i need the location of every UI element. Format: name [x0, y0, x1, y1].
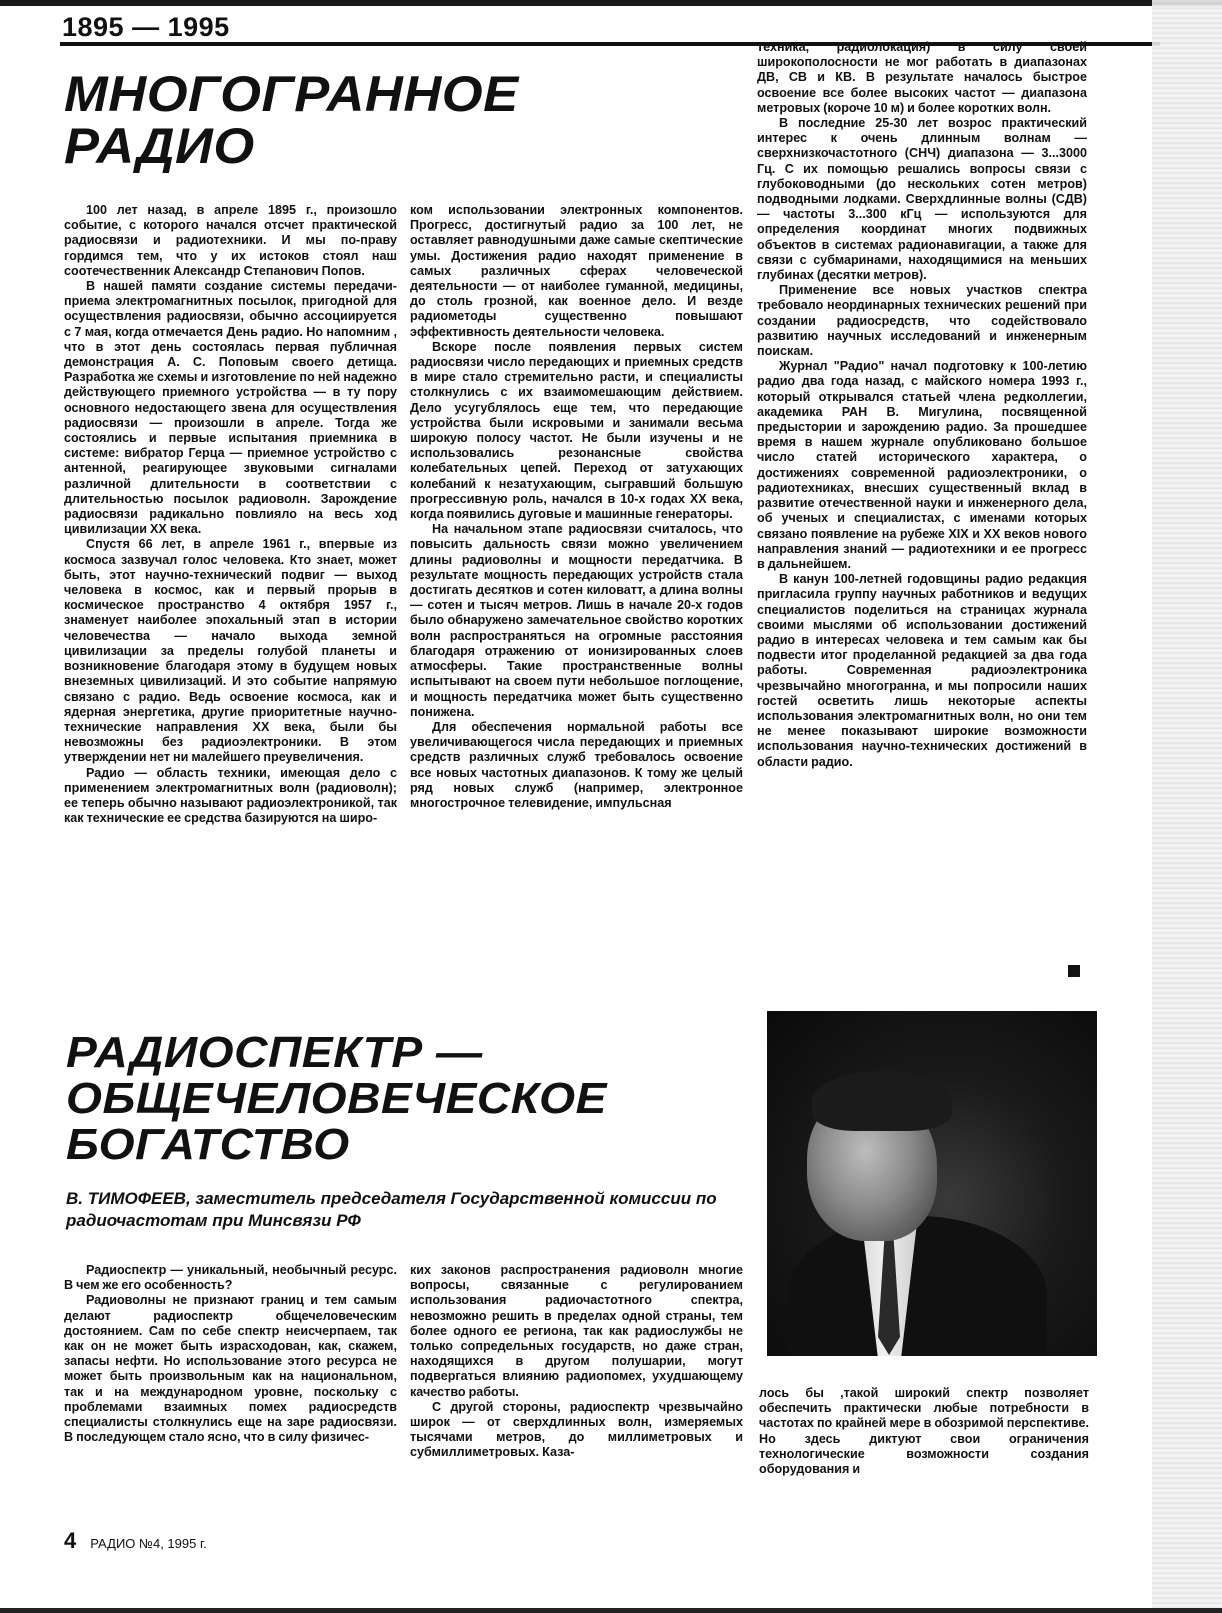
paragraph: Вскоре после появления первых систем радиосвязи число передающих и приемных средств в мире стало стремительно расти, и специалисты столкнулись с их взаимомешающим действием. Дело усугублялось еще тем, что передающие устройства были искровыми и занимали весьма широкую полосу частот. Не были изучены и не использовались резонансные свойства колебательных цепей. Переход от затухающих колебаний к незатухающим, сыгравший большую прогрессивную роль, начался в 10-х годах XX века, когда появились дуговые и машинные генераторы. — [410, 339, 743, 522]
paragraph: ких законов распространения радиоволн многие вопросы, связанные с регулированием использования радиочастотного спектра, невозможно решить в пределах одной страны, тем более одного ее региона, так как радиослужбы не только сопредельных государств, но даже стран, находящихся в другом полушарии, могут подвергаться влиянию радиопомех, ухудшающему качество работы. — [410, 1263, 743, 1399]
author-name: В. ТИМОФЕЕВ, — [66, 1189, 191, 1208]
photo-hair — [812, 1071, 952, 1131]
headline-line: РАДИО — [64, 118, 255, 174]
article1-column-3 — [757, 40, 1087, 770]
paragraph: техника, радиолокация) в силу своей широкополосности не мог работать в диапазонах ДВ, СВ и КВ. В результате началось быстрое освоение все более высоких частот — диапазона метровых (короче 10 м) и более коротких волн. — [757, 40, 1087, 115]
headline-line: ОБЩЕЧЕЛОВЕЧЕСКОЕ — [66, 1074, 607, 1123]
page-bottom-border — [0, 1608, 1222, 1613]
paragraph: Радио — область техники, имеющая дело с применением электромагнитных волн (радиоволн); ее теперь обычно называют радиоэлектроникой, так как технические ее средства базируются на широ- — [64, 765, 397, 826]
paragraph: Радиоволны не признают границ и тем самым делают радиоспектр общечеловеческим достоянием. Сам по себе спектр неисчерпаем, так как он не может быть израсходован, как, скажем, запасы нефти. Но использование этого ресурса не может быть произвольным как на национальном, так и на международном уровне, поскольку с проблемами взаимных помех радиосредств специалисты столкнулись еще на заре радиосвязи. В последующем стало ясно, что в силу физичес- — [64, 1293, 397, 1445]
paragraph: Применение все новых участков спектра требовало неординарных технических решений при создании радиосредств, что содействовало развитию научных исследований и инженерным поискам. — [757, 283, 1087, 359]
article2-column-2 — [410, 1263, 743, 1461]
paragraph: С другой стороны, радиоспектр чрезвычайно широк — от сверхдлинных волн, измеряемых тысячами метров, до миллиметровых и субмиллиметровых. Каза- — [410, 1399, 743, 1460]
article2-byline — [66, 1188, 756, 1232]
article1-headline — [64, 68, 519, 172]
paragraph: ком использовании электронных компонентов. Прогресс, достигнутый радио за 100 лет, не оставляет равнодушными даже самые скептические умы. Достижения радио находят применение в самых различных сферах человеческой деятельности — от наиболее гуманной, медицины, до столь грозной, как военное дело. И везде радиометоды существенно повышают эффективность деятельности человека. — [410, 203, 743, 339]
headline-line: БОГАТСТВО — [66, 1120, 350, 1169]
paragraph: Радиоспектр — уникальный, необычный ресурс. В чем же его особенность? — [64, 1263, 397, 1293]
paragraph: На начальном этапе радиосвязи считалось, что повысить дальность связи можно увеличением длины радиоволны и мощности передатчика. В результате мощность передающих устройств стала достигать десятков и сотен киловатт, а длина волны — сотен и тысяч метров. Лишь в начале 20-х годов было обнаружено замечательное свойство коротких волн распространяться на огромные расстояния благодаря отражению от ионизированных слоев атмосферы. Такие пространственные волны испытывают на своем пути небольшое поглощение, и мощность передатчика может быть существенно понижена. — [410, 522, 743, 719]
headline-line: МНОГОГРАННОЕ — [64, 66, 519, 122]
photo-suit — [787, 1216, 1047, 1356]
article1-column-2 — [410, 203, 743, 811]
headline-line: РАДИОСПЕКТР — — [66, 1028, 483, 1077]
paragraph: В последние 25-30 лет возрос практический интерес к очень длинным волнам — сверхнизкочастотного (СНЧ) диапазона — 3...3000 Гц. С их помощью решались вопросы связи с глубоководными (до нескольких сотен метров) подводными лодками. Сверхдлинные волны (СДВ) — частоты 3...300 кГц — используются для определения координат многих подвижных объектов в системах радионавигации, а также для связи с субмаринами, находящимися на меньших глубинах (десятки метров). — [757, 116, 1087, 283]
paragraph: В канун 100-летней годовщины радио редакция пригласила группу научных работников и ведущих специалистов поделиться на страницах журнала своими мыслями об использовании достижений радио в интересах человека и тем самым как бы подвести итог проделанной редакцией за два года работы. Современная радиоэлектроника чрезвычайно многогранна, и мы попросили наших гостей осветить лишь некоторые аспекты использования электромагнитных волн, но они тем не менее показывают широкие возможности использования научно-технических достижений в области радио. — [757, 572, 1087, 769]
article2-column-1 — [64, 1263, 397, 1445]
paragraph: Для обеспечения нормальной работы все увеличивающегося числа передающих и приемных средств различных служб требовалось освоение все новых частотных диапазонов. К тому же целый ряд новых служб (например, электронное многострочное телевидение, импульсная — [410, 719, 743, 810]
author-portrait-photo — [767, 1011, 1097, 1356]
author-position: заместитель председателя Государственной комиссии по радиочастотам при Минсвязи РФ — [66, 1189, 717, 1230]
article2-column-3 — [759, 1386, 1089, 1477]
section-rubric: 1895 — 1995 — [62, 12, 230, 42]
paragraph: лось бы ,такой широкий спектр позволяет обеспечить практически любые потребности в частотах по крайней мере в обозримой перспективе. Но здесь диктуют свои ограничения технологические возможности создания оборудования и — [759, 1386, 1089, 1477]
paragraph: Журнал "Радио" начал подготовку к 100-летию радио два года назад, с майского номера 1993 г., который открывался статьей члена редколлегии, академика РАН В. Мигулина, посвященной предыстории и зарождению радио. За прошедшее время в нашем журнале опубликовано большое число статей исторического характера, о достижениях современной радиоэлектроники, о радиотехниках, внесших существенный вклад в развитие отечественной науки и инженерного дела, об ученых и специалистах, с именами которых связано появление на рубеже XIX и XX веков нового направления знаний — радиотехники и ее прогресс в дальнейшем. — [757, 359, 1087, 571]
end-of-article-mark — [1068, 965, 1080, 977]
article1-column-1 — [64, 203, 397, 826]
paragraph: 100 лет назад, в апреле 1895 г., произошло событие, с которого начался отсчет практической радиосвязи и радиотехники. И мы по-праву гордимся тем, что у их истоков стоял наш соотечественник Александр Степанович Попов. — [64, 203, 397, 278]
paragraph: В нашей памяти создание системы передачи-приема электромагнитных посылок, пригодной для осуществления радиосвязи, обычно ассоциируется с 7 мая, когда отмечается День радио. Но напомним , что в этот день состоялась первая публичная демонстрация А. С. Поповым своего детища. Разработка же схемы и изготовление по ней надежно действующего приемного устройства — в ту пору основного недостающего звена для осуществления радиосвязи — произошли в апреле. Тогда же состоялись и первые испытания приемника в системе: вибратор Герца — приемное устройство с антенной, реагирующее звуковыми сигналами различной длительности в соответствии с длительностью посылок радиоволн. Зарождение радиосвязи радикально повлияло на весь ход цивилизации XX века. — [64, 279, 397, 537]
issue-label: РАДИО №4, 1995 г. — [90, 1536, 207, 1551]
scan-page-edge — [1152, 0, 1222, 1613]
paragraph: Спустя 66 лет, в апреле 1961 г., впервые из космоса зазвучал голос человека. Кто знает, может быть, этот научно-технический подвиг — выход человека в космос, как и первый прорыв в космическое пространство 4 октября 1957 г., знаменует наиболее эпохальный этап в истории человечества — начало выхода земной цивилизации за пределы голубой планеты и возникновение благодаря этому в будущем новых внеземных цивилизаций. И это событие напрямую связано с радио. Ведь освоение космоса, как и ядерная энергетика, другие приоритетные научно-технические направления XX века, были бы невозможны без радиоэлектроники. В этом утверждении нет ни малейшего преувеличения. — [64, 537, 397, 765]
page-top-border — [0, 0, 1222, 6]
page-number: 4 — [64, 1528, 77, 1553]
article2-headline — [66, 1030, 607, 1168]
page-footer — [64, 1528, 207, 1554]
